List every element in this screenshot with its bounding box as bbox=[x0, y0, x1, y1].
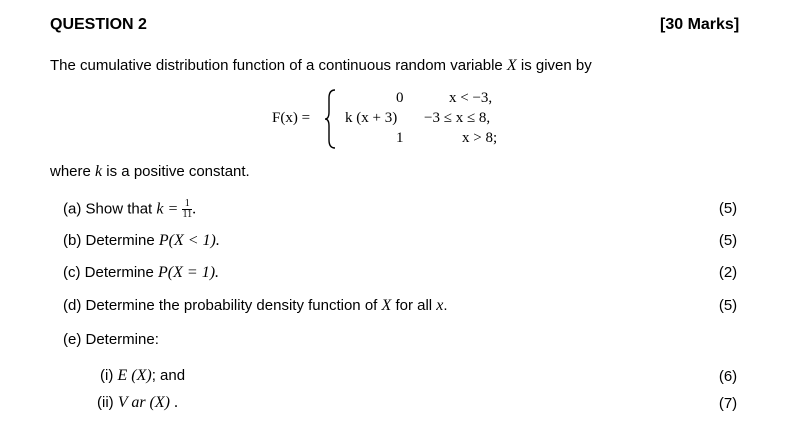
case-1-value: k (x + 3) bbox=[345, 110, 398, 126]
part-e-i: (i) E (X); and bbox=[100, 367, 186, 384]
part-e: (e) Determine: bbox=[63, 331, 159, 348]
part-c: (c) Determine P(X = 1). bbox=[63, 264, 220, 281]
var-k: k bbox=[95, 163, 103, 180]
part-d-marks: (5) bbox=[718, 297, 738, 314]
fraction-one-eleventh: $\frac{1}{11}$ bbox=[182, 198, 193, 220]
part-a: (a) Show that k = $\frac{1}{11}$ . bbox=[63, 198, 197, 220]
part-e-ii: (ii) V ar (X) . bbox=[97, 394, 178, 411]
case-2-condition: x > 8; bbox=[462, 130, 498, 146]
part-d: (d) Determine the probability density function of X for all x. bbox=[63, 297, 448, 314]
part-b: (b) Determine P(X < 1). bbox=[63, 232, 220, 249]
case-1-condition: −3 ≤ x ≤ 8, bbox=[424, 110, 491, 126]
var-x: X bbox=[506, 57, 517, 74]
case-2-value: 1 bbox=[396, 130, 404, 146]
part-b-marks: (5) bbox=[718, 232, 738, 249]
question-title: QUESTION 2 bbox=[50, 16, 147, 33]
total-marks: [30 Marks] bbox=[660, 16, 740, 33]
intro-text: The cumulative distribution function of a continuous random variable X is given by bbox=[50, 57, 592, 74]
case-0-value: 0 bbox=[396, 90, 404, 106]
left-brace bbox=[324, 88, 338, 150]
part-e-i-marks: (6) bbox=[718, 368, 738, 385]
part-e-ii-marks: (7) bbox=[718, 395, 738, 412]
where-text: where k is a positive constant. bbox=[50, 163, 250, 180]
case-0-condition: x < −3, bbox=[449, 90, 493, 106]
part-c-marks: (2) bbox=[718, 264, 738, 281]
part-a-marks: (5) bbox=[718, 200, 738, 217]
cdf-lhs: F(x) = bbox=[272, 110, 311, 126]
